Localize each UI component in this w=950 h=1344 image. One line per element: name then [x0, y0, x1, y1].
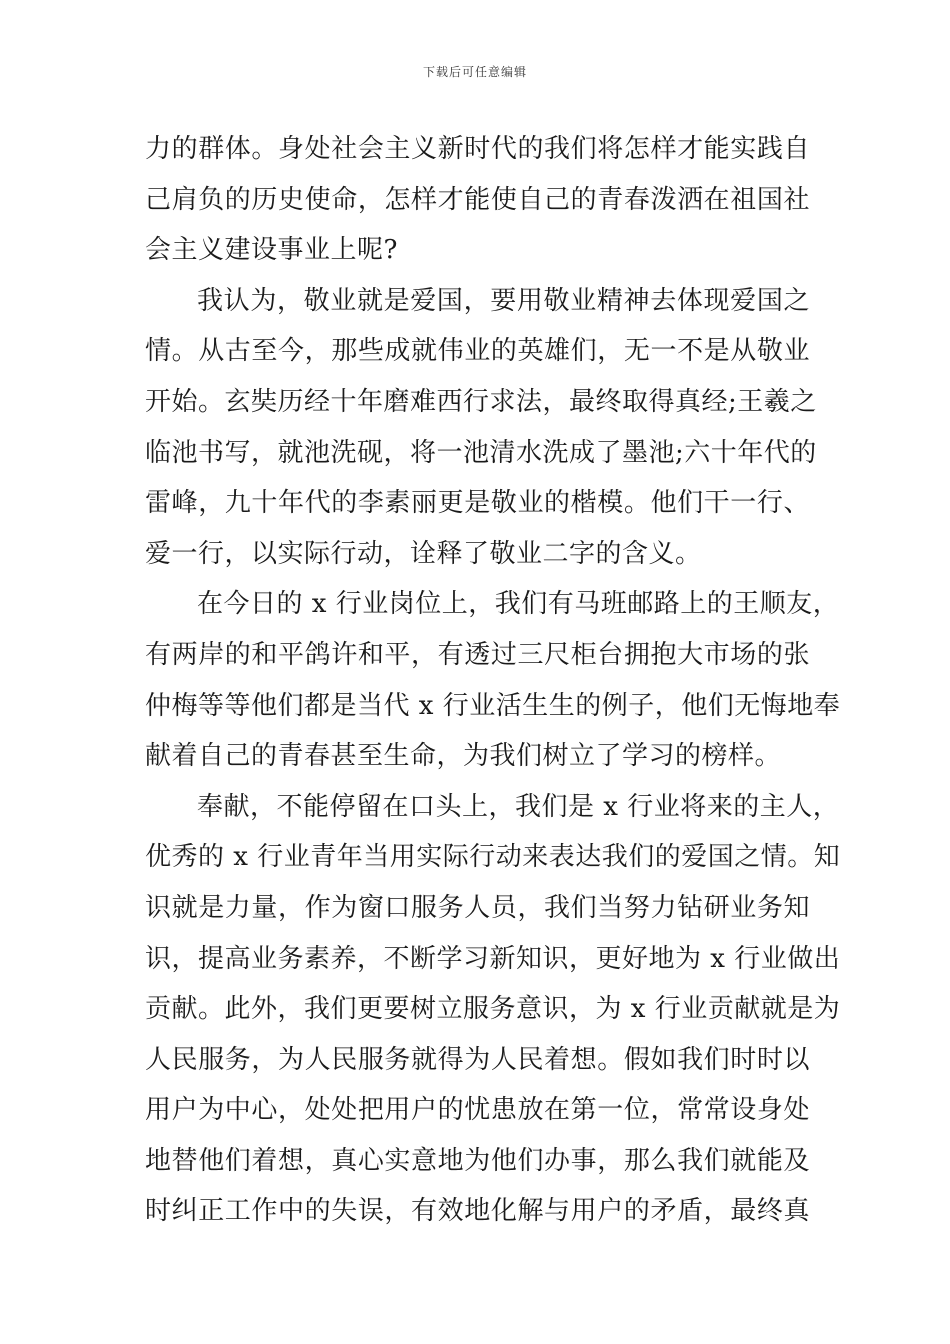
page-header: 下载后可任意编辑: [422, 65, 527, 79]
text-line: 会主义建设事业上呢?: [145, 235, 398, 266]
document-body: [145, 124, 841, 1237]
text-line: 雷峰，九十年代的李素丽更是敬业的楷模。他们干一行、: [145, 488, 810, 519]
text-line: 时纠正工作中的失误，有效地化解与用户的矛盾，最终真: [145, 1196, 810, 1227]
text-line: 己肩负的历史使命，怎样才能使自己的青春泼洒在祖国社: [145, 184, 810, 215]
paragraph-first-line: 奉献，不能停留在口头上，我们是 x 行业将来的主人，: [197, 791, 840, 822]
text-line: 临池书写，就池洗砚，将一池清水洗成了墨池;六十年代的: [145, 437, 817, 468]
text-line: 识，提高业务素养，不断学习新知识，更好地为 x 行业做出: [145, 943, 841, 974]
text-line: 贡献。此外，我们更要树立服务意识，为 x 行业贡献就是为: [145, 994, 841, 1025]
text-line: 情。从古至今，那些成就伟业的英雄们，无一不是从敬业: [145, 336, 810, 367]
text-line: 人民服务，为人民服务就得为人民着想。假如我们时时以: [145, 1044, 810, 1075]
text-line: 用户为中心，处处把用户的忧患放在第一位，常常设身处: [145, 1095, 810, 1126]
text-line: 爱一行，以实际行动，诠释了敬业二字的含义。: [145, 538, 702, 569]
text-line: 献着自己的青春甚至生命，为我们树立了学习的榜样。: [145, 741, 782, 772]
text-line: 仲梅等等他们都是当代 x 行业活生生的例子，他们无悔地奉: [145, 690, 841, 721]
paragraph-first-line: 我认为，敬业就是爱国，要用敬业精神去体现爱国之: [197, 285, 810, 316]
text-line: 力的群体。身处社会主义新时代的我们将怎样才能实践自: [145, 134, 810, 164]
text-line: 地替他们着想，真心实意地为他们办事，那么我们就能及: [145, 1145, 810, 1176]
paragraph-first-line: 在今日的 x 行业岗位上，我们有马班邮路上的王顺友，: [197, 589, 840, 620]
text-line: 开始。玄奘历经十年磨难西行求法，最终取得真经;王羲之: [145, 386, 817, 417]
text-line: 识就是力量，作为窗口服务人员，我们当努力钻研业务知: [145, 892, 810, 923]
text-line: 优秀的 x 行业青年当用实际行动来表达我们的爱国之情。知: [145, 842, 841, 873]
text-line: 有两岸的和平鸽许和平，有透过三尺柜台拥抱大市场的张: [145, 639, 810, 670]
